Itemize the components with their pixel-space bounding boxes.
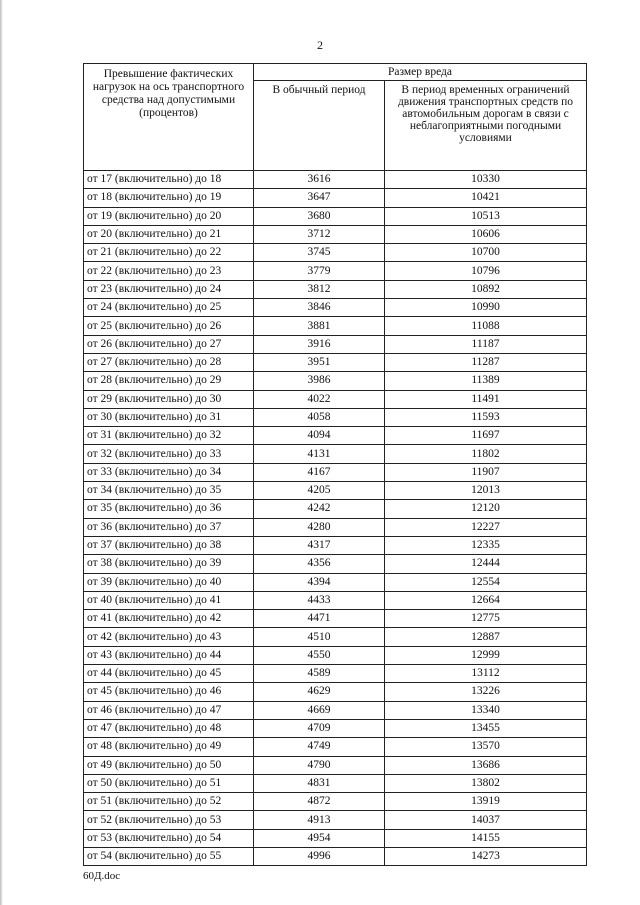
normal-period-cell: 4550 xyxy=(254,646,385,664)
normal-period-cell: 4394 xyxy=(254,573,385,591)
restricted-period-cell: 12664 xyxy=(385,591,587,609)
range-cell: от 48 (включительно) до 49 xyxy=(84,738,254,756)
range-cell: от 21 (включительно) до 22 xyxy=(84,244,254,262)
restricted-period-cell: 10606 xyxy=(385,225,587,243)
table-row xyxy=(84,518,587,536)
restricted-period-cell: 13570 xyxy=(385,738,587,756)
restricted-period-cell: 13112 xyxy=(385,665,587,683)
table-row xyxy=(84,317,587,335)
range-cell: от 34 (включительно) до 35 xyxy=(84,482,254,500)
restricted-period-cell: 10330 xyxy=(385,171,587,189)
range-cell: от 47 (включительно) до 48 xyxy=(84,719,254,737)
table-row xyxy=(84,244,587,262)
normal-period-cell: 3916 xyxy=(254,335,385,353)
table-row xyxy=(84,555,587,573)
range-cell: от 41 (включительно) до 42 xyxy=(84,610,254,628)
table-row xyxy=(84,262,587,280)
table-row xyxy=(84,427,587,445)
range-cell: от 52 (включительно) до 53 xyxy=(84,811,254,829)
range-cell: от 28 (включительно) до 29 xyxy=(84,372,254,390)
restricted-period-cell: 10700 xyxy=(385,244,587,262)
range-cell: от 50 (включительно) до 51 xyxy=(84,774,254,792)
header-restricted-period: В период временных ограничений движения транспортных средств по автомобильным дорогам в связи с неблагоприятными погодными условиями xyxy=(385,81,587,171)
normal-period-cell: 3812 xyxy=(254,280,385,298)
range-cell: от 18 (включительно) до 19 xyxy=(84,189,254,207)
range-cell: от 43 (включительно) до 44 xyxy=(84,646,254,664)
normal-period-cell: 4872 xyxy=(254,793,385,811)
range-cell: от 29 (включительно) до 30 xyxy=(84,390,254,408)
header-overload: Превышение фактических нагрузок на ось транспортного средства над допустимыми (процентов) xyxy=(84,64,254,171)
range-cell: от 32 (включительно) до 33 xyxy=(84,445,254,463)
table-row xyxy=(84,591,587,609)
normal-period-cell: 3881 xyxy=(254,317,385,335)
normal-period-cell: 4669 xyxy=(254,701,385,719)
table-row xyxy=(84,610,587,628)
table-row xyxy=(84,482,587,500)
table-row xyxy=(84,665,587,683)
range-cell: от 19 (включительно) до 20 xyxy=(84,207,254,225)
restricted-period-cell: 12013 xyxy=(385,482,587,500)
normal-period-cell: 3745 xyxy=(254,244,385,262)
normal-period-cell: 4094 xyxy=(254,427,385,445)
table-row xyxy=(84,335,587,353)
restricted-period-cell: 12887 xyxy=(385,628,587,646)
restricted-period-cell: 11088 xyxy=(385,317,587,335)
range-cell: от 35 (включительно) до 36 xyxy=(84,500,254,518)
table-row xyxy=(84,500,587,518)
restricted-period-cell: 11287 xyxy=(385,353,587,371)
table-row xyxy=(84,719,587,737)
range-cell: от 20 (включительно) до 21 xyxy=(84,225,254,243)
restricted-period-cell: 10796 xyxy=(385,262,587,280)
range-cell: от 37 (включительно) до 38 xyxy=(84,536,254,554)
normal-period-cell: 4205 xyxy=(254,482,385,500)
table-row xyxy=(84,738,587,756)
normal-period-cell: 4356 xyxy=(254,555,385,573)
scan-edge xyxy=(0,0,3,905)
header-normal-period: В обычный период xyxy=(254,81,385,171)
restricted-period-cell: 12227 xyxy=(385,518,587,536)
normal-period-cell: 4749 xyxy=(254,738,385,756)
table-row xyxy=(84,299,587,317)
restricted-period-cell: 11697 xyxy=(385,427,587,445)
range-cell: от 23 (включительно) до 24 xyxy=(84,280,254,298)
range-cell: от 26 (включительно) до 27 xyxy=(84,335,254,353)
normal-period-cell: 4954 xyxy=(254,829,385,847)
range-cell: от 49 (включительно) до 50 xyxy=(84,756,254,774)
normal-period-cell: 4167 xyxy=(254,463,385,481)
table-row xyxy=(84,171,587,189)
normal-period-cell: 4510 xyxy=(254,628,385,646)
normal-period-cell: 4471 xyxy=(254,610,385,628)
restricted-period-cell: 12335 xyxy=(385,536,587,554)
restricted-period-cell: 12120 xyxy=(385,500,587,518)
table-row xyxy=(84,701,587,719)
range-cell: от 44 (включительно) до 45 xyxy=(84,665,254,683)
table-row xyxy=(84,536,587,554)
range-cell: от 40 (включительно) до 41 xyxy=(84,591,254,609)
normal-period-cell: 3779 xyxy=(254,262,385,280)
table-row xyxy=(84,353,587,371)
table-row xyxy=(84,847,587,865)
range-cell: от 27 (включительно) до 28 xyxy=(84,353,254,371)
table-row xyxy=(84,225,587,243)
normal-period-cell: 4433 xyxy=(254,591,385,609)
restricted-period-cell: 13455 xyxy=(385,719,587,737)
header-damage-size: Размер вреда xyxy=(254,64,587,81)
range-cell: от 45 (включительно) до 46 xyxy=(84,683,254,701)
table-row xyxy=(84,573,587,591)
range-cell: от 53 (включительно) до 54 xyxy=(84,829,254,847)
normal-period-cell: 3846 xyxy=(254,299,385,317)
file-name-footer: 60Д.doc xyxy=(83,870,121,882)
normal-period-cell: 4790 xyxy=(254,756,385,774)
table-row xyxy=(84,463,587,481)
table-row xyxy=(84,793,587,811)
restricted-period-cell: 12444 xyxy=(385,555,587,573)
normal-period-cell: 3712 xyxy=(254,225,385,243)
restricted-period-cell: 14273 xyxy=(385,847,587,865)
normal-period-cell: 4242 xyxy=(254,500,385,518)
restricted-period-cell: 13226 xyxy=(385,683,587,701)
range-cell: от 54 (включительно) до 55 xyxy=(84,847,254,865)
normal-period-cell: 4913 xyxy=(254,811,385,829)
table-row xyxy=(84,372,587,390)
normal-period-cell: 3616 xyxy=(254,171,385,189)
restricted-period-cell: 13802 xyxy=(385,774,587,792)
restricted-period-cell: 14155 xyxy=(385,829,587,847)
normal-period-cell: 3647 xyxy=(254,189,385,207)
table-row xyxy=(84,774,587,792)
table-row xyxy=(84,207,587,225)
range-cell: от 39 (включительно) до 40 xyxy=(84,573,254,591)
table-row xyxy=(84,280,587,298)
normal-period-cell: 4831 xyxy=(254,774,385,792)
table-row xyxy=(84,408,587,426)
normal-period-cell: 3986 xyxy=(254,372,385,390)
normal-period-cell: 4629 xyxy=(254,683,385,701)
restricted-period-cell: 10990 xyxy=(385,299,587,317)
range-cell: от 24 (включительно) до 25 xyxy=(84,299,254,317)
range-cell: от 51 (включительно) до 52 xyxy=(84,793,254,811)
restricted-period-cell: 11802 xyxy=(385,445,587,463)
table-row xyxy=(84,683,587,701)
normal-period-cell: 4058 xyxy=(254,408,385,426)
range-cell: от 17 (включительно) до 18 xyxy=(84,171,254,189)
range-cell: от 42 (включительно) до 43 xyxy=(84,628,254,646)
normal-period-cell: 4709 xyxy=(254,719,385,737)
restricted-period-cell: 14037 xyxy=(385,811,587,829)
range-cell: от 38 (включительно) до 39 xyxy=(84,555,254,573)
table-row xyxy=(84,445,587,463)
restricted-period-cell: 10892 xyxy=(385,280,587,298)
restricted-period-cell: 13340 xyxy=(385,701,587,719)
restricted-period-cell: 12999 xyxy=(385,646,587,664)
restricted-period-cell: 13686 xyxy=(385,756,587,774)
normal-period-cell: 4589 xyxy=(254,665,385,683)
table-row xyxy=(84,829,587,847)
damage-table xyxy=(83,63,587,866)
table-row xyxy=(84,628,587,646)
restricted-period-cell: 10513 xyxy=(385,207,587,225)
range-cell: от 25 (включительно) до 26 xyxy=(84,317,254,335)
restricted-period-cell: 11593 xyxy=(385,408,587,426)
table-row xyxy=(84,646,587,664)
restricted-period-cell: 10421 xyxy=(385,189,587,207)
range-cell: от 22 (включительно) до 23 xyxy=(84,262,254,280)
restricted-period-cell: 11907 xyxy=(385,463,587,481)
table-row xyxy=(84,390,587,408)
normal-period-cell: 4996 xyxy=(254,847,385,865)
range-cell: от 36 (включительно) до 37 xyxy=(84,518,254,536)
restricted-period-cell: 11389 xyxy=(385,372,587,390)
normal-period-cell: 4280 xyxy=(254,518,385,536)
range-cell: от 33 (включительно) до 34 xyxy=(84,463,254,481)
table-row xyxy=(84,756,587,774)
table-row xyxy=(84,811,587,829)
range-cell: от 46 (включительно) до 47 xyxy=(84,701,254,719)
restricted-period-cell: 12554 xyxy=(385,573,587,591)
range-cell: от 31 (включительно) до 32 xyxy=(84,427,254,445)
range-cell: от 30 (включительно) до 31 xyxy=(84,408,254,426)
normal-period-cell: 4317 xyxy=(254,536,385,554)
restricted-period-cell: 12775 xyxy=(385,610,587,628)
table-row xyxy=(84,189,587,207)
restricted-period-cell: 11491 xyxy=(385,390,587,408)
normal-period-cell: 3951 xyxy=(254,353,385,371)
normal-period-cell: 4131 xyxy=(254,445,385,463)
restricted-period-cell: 11187 xyxy=(385,335,587,353)
normal-period-cell: 3680 xyxy=(254,207,385,225)
page-number: 2 xyxy=(317,38,323,52)
normal-period-cell: 4022 xyxy=(254,390,385,408)
restricted-period-cell: 13919 xyxy=(385,793,587,811)
